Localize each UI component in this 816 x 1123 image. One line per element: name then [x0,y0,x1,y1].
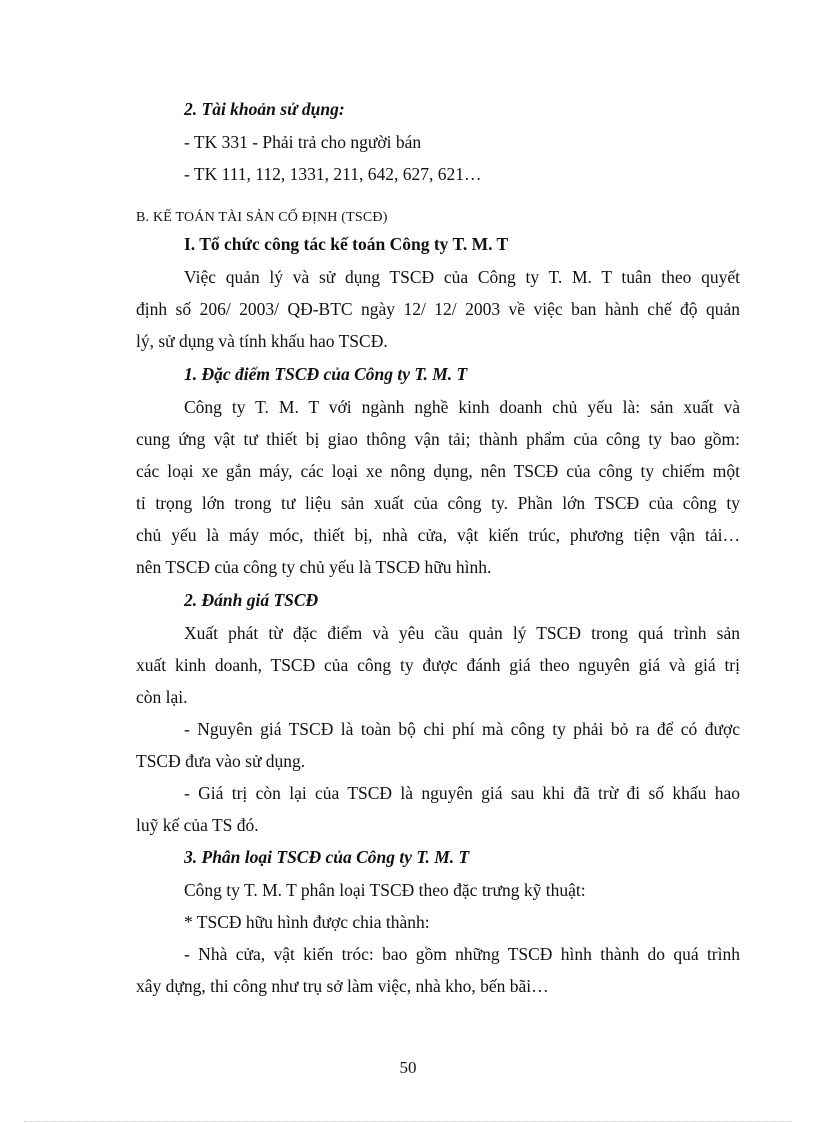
paragraph-line: Công ty T. M. T phân loại TSCĐ theo đặc trưng kỹ thuật: [184,880,586,900]
page-number: 50 [399,1058,417,1077]
paragraph-line: - Nhà cửa, vật kiến tróc: bao gồm những TSCĐ hình thành do quá trình [184,944,740,964]
paragraph-line: các loại xe gắn máy, các loại xe nông dụng, nên TSCĐ của công ty chiếm một [136,461,740,481]
paragraph-line: Công ty T. M. T với ngành nghề kinh doanh chủ yếu là: sản xuất và [184,397,740,417]
heading-valuation: 2. Đánh giá TSCĐ [184,590,319,610]
account-item: - TK 111, 112, 1331, 211, 642, 627, 621… [184,164,482,184]
heading-organization: I. Tổ chức công tác kế toán Công ty T. M. T [184,234,509,254]
paragraph-line: xuất kinh doanh, TSCĐ của công ty được đánh giá theo nguyên giá và giá trị [136,655,740,675]
paragraph-line: - Nguyên giá TSCĐ là toàn bộ chi phí mà công ty phải bỏ ra để có được [184,719,740,739]
paragraph-line: xây dựng, thi công như trụ sở làm việc, nhà kho, bến bãi… [136,976,549,996]
paragraph-line: luỹ kế của TS đó. [136,815,259,835]
section-heading-b: B. KẾ TOÁN TÀI SẢN CỐ ĐỊNH (TSCĐ) [136,210,388,225]
heading-accounts-used: 2. Tài khoản sử dụng: [184,99,345,119]
page-divider [24,1121,792,1122]
paragraph-line: TSCĐ đưa vào sử dụng. [136,751,306,771]
paragraph-line: Xuất phát từ đặc điểm và yêu cầu quản lý TSCĐ trong quá trình sản [184,623,740,643]
paragraph-line: Việc quản lý và sử dụng TSCĐ của Công ty T. M. T tuân theo quyết [184,267,740,287]
paragraph-line: chủ yếu là máy móc, thiết bị, nhà cửa, vật kiến trúc, phương tiện vận tải… [136,525,740,545]
paragraph-line: lý, sử dụng và tính khấu hao TSCĐ. [136,331,388,351]
paragraph-line: định số 206/ 2003/ QĐ-BTC ngày 12/ 12/ 2003 về việc ban hành chế độ quản [136,299,740,319]
account-item: - TK 331 - Phải trả cho người bán [184,132,422,152]
paragraph-line: cung ứng vật tư thiết bị giao thông vận tải; thành phẩm của công ty bao gồm: [136,429,740,449]
heading-classification: 3. Phân loại TSCĐ của Công ty T. M. T [184,847,470,867]
paragraph-line: - Giá trị còn lại của TSCĐ là nguyên giá sau khi đã trừ đi số khấu hao [184,783,740,803]
paragraph-line: * TSCĐ hữu hình được chia thành: [184,912,430,932]
heading-characteristics: 1. Đặc điểm TSCĐ của Công ty T. M. T [184,364,468,384]
paragraph-line: tỉ trọng lớn trong tư liệu sản xuất của công ty. Phần lớn TSCĐ của công ty [136,493,740,513]
paragraph-line: còn lại. [136,687,188,707]
paragraph-line: nên TSCĐ của công ty chủ yếu là TSCĐ hữu hình. [136,557,492,577]
